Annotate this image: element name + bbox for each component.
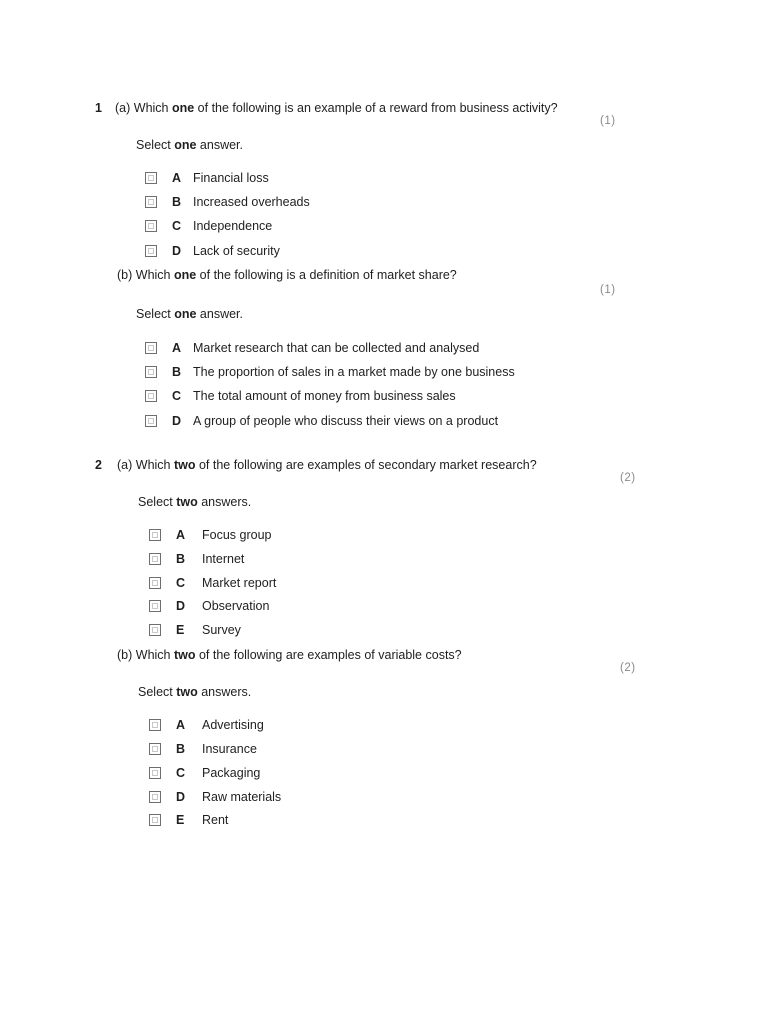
option-letter: E xyxy=(176,813,185,827)
question-part-label: (b) xyxy=(117,268,133,282)
question-text-emphasis: two xyxy=(173,648,196,662)
instruction-post: answers. xyxy=(197,685,252,699)
checkbox-icon[interactable] xyxy=(149,719,161,731)
option-text: Increased overheads xyxy=(193,195,310,209)
option-text: The total amount of money from business sales xyxy=(193,389,456,403)
instruction-pre: Select xyxy=(138,685,177,699)
question-text-post: of the following is a definition of market share? xyxy=(196,268,457,282)
option-letter: E xyxy=(176,623,185,637)
checkbox-icon[interactable] xyxy=(145,172,157,184)
option-letter: A xyxy=(176,528,186,542)
checkbox-icon[interactable] xyxy=(145,366,157,378)
option-letter: B xyxy=(172,365,182,379)
question-2a-stem xyxy=(117,458,537,472)
option-letter: D xyxy=(172,244,182,258)
marks-label: (1) xyxy=(600,115,616,127)
checkbox-icon[interactable] xyxy=(149,624,161,636)
option-text: Insurance xyxy=(202,742,257,756)
option-letter: A xyxy=(172,171,182,185)
instruction-emphasis: two xyxy=(176,495,198,509)
option-text: Market report xyxy=(202,576,277,590)
option-letter: B xyxy=(176,742,186,756)
question-text-pre: Which xyxy=(135,458,174,472)
question-text-pre: Which xyxy=(135,268,174,282)
option-letter: B xyxy=(172,195,182,209)
question-1a-stem xyxy=(115,101,558,115)
instruction-emphasis: one xyxy=(174,138,197,152)
checkbox-icon[interactable] xyxy=(149,814,161,826)
instruction-emphasis: two xyxy=(176,685,198,699)
checkbox-icon[interactable] xyxy=(149,553,161,565)
option-text: A group of people who discuss their views on a product xyxy=(193,414,499,428)
option-text: Focus group xyxy=(202,528,272,542)
option-letter: C xyxy=(172,219,182,233)
question-text-post: of the following is an example of a reward from business activity? xyxy=(194,101,558,115)
select-instruction xyxy=(136,307,243,321)
option-letter: D xyxy=(176,790,186,804)
question-part-label: (a) xyxy=(117,458,133,472)
question-text-emphasis: two xyxy=(173,458,196,472)
instruction-pre: Select xyxy=(136,307,175,321)
option-text: Advertising xyxy=(202,718,264,732)
checkbox-icon[interactable] xyxy=(145,220,157,232)
instruction-pre: Select xyxy=(138,495,177,509)
option-letter: C xyxy=(176,576,186,590)
select-instruction xyxy=(136,138,243,152)
option-letter: A xyxy=(176,718,186,732)
instruction-post: answer. xyxy=(196,138,244,152)
option-letter: D xyxy=(172,414,182,428)
option-text: Independence xyxy=(193,219,273,233)
option-text: Survey xyxy=(202,623,241,637)
question-text-pre: Which xyxy=(135,648,174,662)
instruction-post: answer. xyxy=(196,307,244,321)
question-text-emphasis: one xyxy=(171,101,195,115)
instruction-post: answers. xyxy=(197,495,252,509)
option-text: Packaging xyxy=(202,766,261,780)
checkbox-icon[interactable] xyxy=(149,577,161,589)
option-letter: A xyxy=(172,341,182,355)
checkbox-icon[interactable] xyxy=(149,791,161,803)
option-text: Raw materials xyxy=(202,790,282,804)
question-text-post: of the following are examples of variable costs? xyxy=(195,648,462,662)
question-text-post: of the following are examples of secondary market research? xyxy=(195,458,537,472)
checkbox-icon[interactable] xyxy=(145,342,157,354)
marks-label: (1) xyxy=(600,284,616,296)
checkbox-icon[interactable] xyxy=(149,529,161,541)
option-text: The proportion of sales in a market made by one business xyxy=(193,365,515,379)
instruction-emphasis: one xyxy=(174,307,197,321)
checkbox-icon[interactable] xyxy=(149,743,161,755)
option-letter: C xyxy=(172,389,182,403)
select-instruction xyxy=(138,685,251,699)
option-text: Financial loss xyxy=(193,171,269,185)
option-text: Market research that can be collected and analysed xyxy=(193,341,480,355)
question-number: 2 xyxy=(95,458,102,472)
question-text-pre: Which xyxy=(133,101,172,115)
question-number: 1 xyxy=(95,101,102,115)
option-text: Observation xyxy=(202,599,270,613)
checkbox-icon[interactable] xyxy=(145,245,157,257)
checkbox-icon[interactable] xyxy=(145,415,157,427)
question-part-label: (b) xyxy=(117,648,133,662)
instruction-pre: Select xyxy=(136,138,175,152)
question-1b-stem xyxy=(117,268,457,282)
option-letter: B xyxy=(176,552,186,566)
question-text-emphasis: one xyxy=(173,268,197,282)
checkbox-icon[interactable] xyxy=(149,767,161,779)
marks-label: (2) xyxy=(620,662,636,674)
checkbox-icon[interactable] xyxy=(145,390,157,402)
option-letter: C xyxy=(176,766,186,780)
select-instruction xyxy=(138,495,251,509)
checkbox-icon[interactable] xyxy=(149,600,161,612)
option-letter: D xyxy=(176,599,186,613)
marks-label: (2) xyxy=(620,472,636,484)
option-text: Rent xyxy=(202,813,229,827)
checkbox-icon[interactable] xyxy=(145,196,157,208)
option-text: Lack of security xyxy=(193,244,280,258)
option-text: Internet xyxy=(202,552,245,566)
question-part-label: (a) xyxy=(115,101,131,115)
question-2b-stem xyxy=(117,648,462,662)
